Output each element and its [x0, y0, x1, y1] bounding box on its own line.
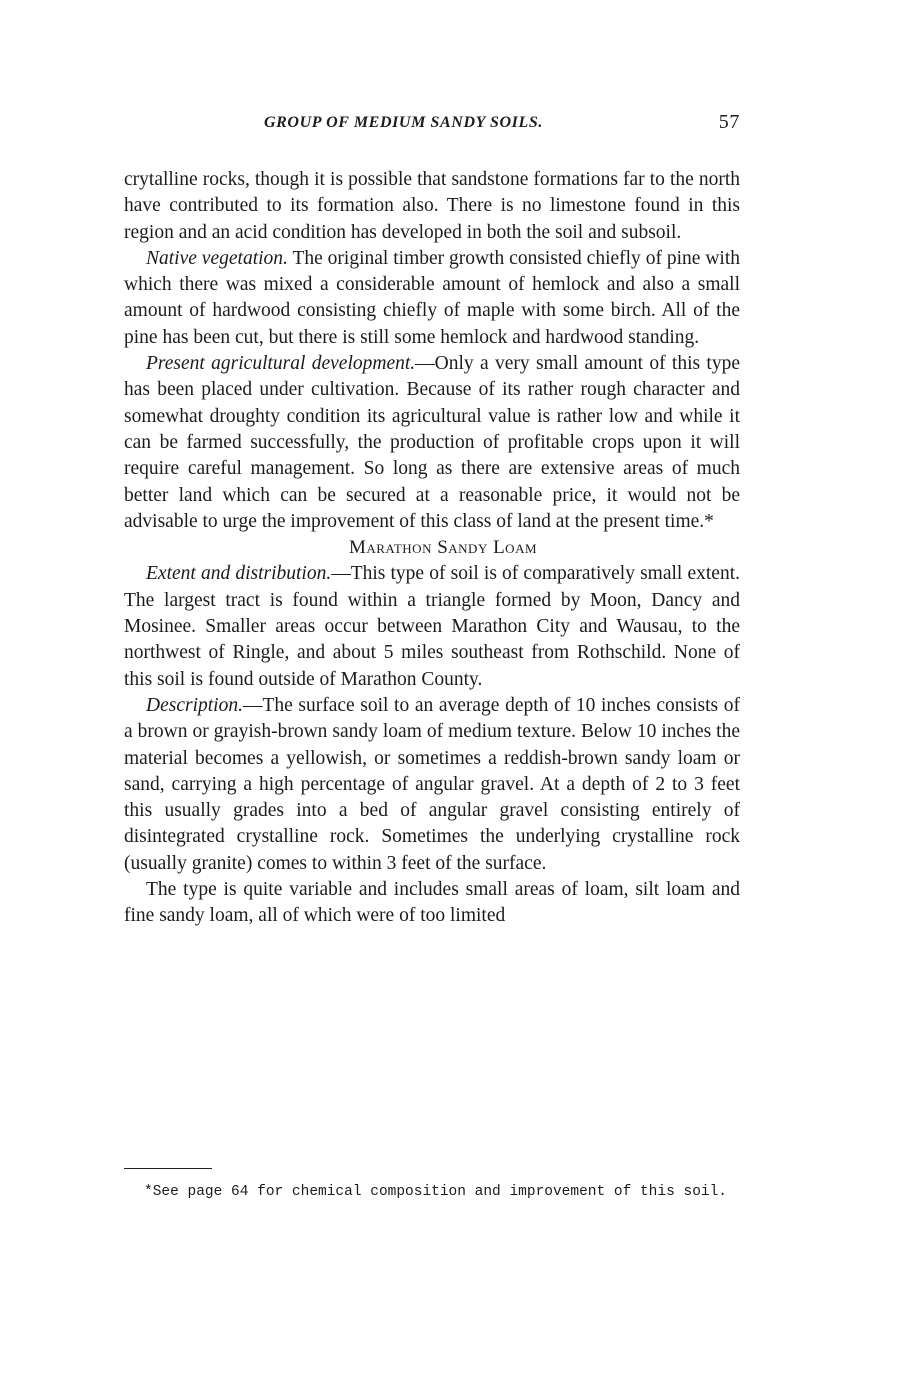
paragraph-extent: [124, 561, 740, 692]
section-heading: Marathon Sandy Loam: [348, 537, 538, 559]
page-number: 57: [718, 111, 740, 133]
paragraph-text: —The surface soil to an average depth of 10 inches consists of a brown or grayish-brown sandy loam of medium texture. Below 10 inches the material becomes a yellowish, or sometimes a reddish-brown sandy loam or sand, carrying a high percentage of angular gravel. At a depth of 2 to 3 feet this usually grades into a bed of angular gravel consisting entirely of disintegrated crystalline rock. Sometimes the underlying crystalline rock (usually granite) comes to within 3 feet of the surface.: [124, 694, 740, 874]
paragraph-lead: Native vegetation.: [146, 247, 288, 269]
paragraph-description: [124, 693, 740, 877]
footnote-text: *See page 64 for chemical composition and improvement of this soil.: [144, 1184, 727, 1200]
paragraph-agricultural-development: [124, 351, 740, 535]
paragraph-lead: Present agricultural development.: [146, 353, 416, 375]
paragraph-text: —This type of soil is of comparatively small extent. The largest tract is found within a triangle formed by Moon, Dancy and Mosinee. Smaller areas occur between Marathon City and Wausau, to the northwest of Ringle, and about 5 miles southeast from Rothschild. None of this soil is found outside of Marathon County.: [124, 563, 740, 690]
paragraph-lead: Extent and distribution.: [146, 563, 332, 585]
paragraph-native-vegetation: [124, 246, 740, 351]
paragraph-text: —Only a very small amount of this type has been placed under cultivation. Because of its rather rough character and somewhat droughty condition its agricultural value is rather low and while it can be farmed successfully, the production of profitable crops upon it will require careful management. So long as there are extensive areas of much better land which can be secured at a reasonable price, it would not be advisable to urge the improvement of this class of land at the present time.*: [124, 353, 740, 532]
footnote: [124, 1182, 740, 1202]
footnote-divider: [124, 1168, 212, 1169]
paragraph-variability: The type is quite variable and includes small areas of loam, silt loam and fine sandy loam, all of which were of too limited: [124, 879, 740, 927]
paragraph-lead: Description.: [146, 694, 243, 716]
running-title: GROUP OF MEDIUM SANDY SOILS.: [264, 114, 543, 131]
body-text: [124, 167, 740, 930]
paragraph-continued: crytalline rocks, though it is possible that sandstone formations far to the north have contributed to its formation also. There is no limestone found in this region and an acid condition has developed in both the soil and subsoil.: [124, 169, 740, 243]
paragraph-text: The original timber growth consisted chiefly of pine with which there was mixed a considerable amount of hemlock and also a small amount of hardwood consisting chiefly of maple with some birch. All of the pine has been cut, but there is still some hemlock and hardwood standing.: [124, 247, 740, 348]
